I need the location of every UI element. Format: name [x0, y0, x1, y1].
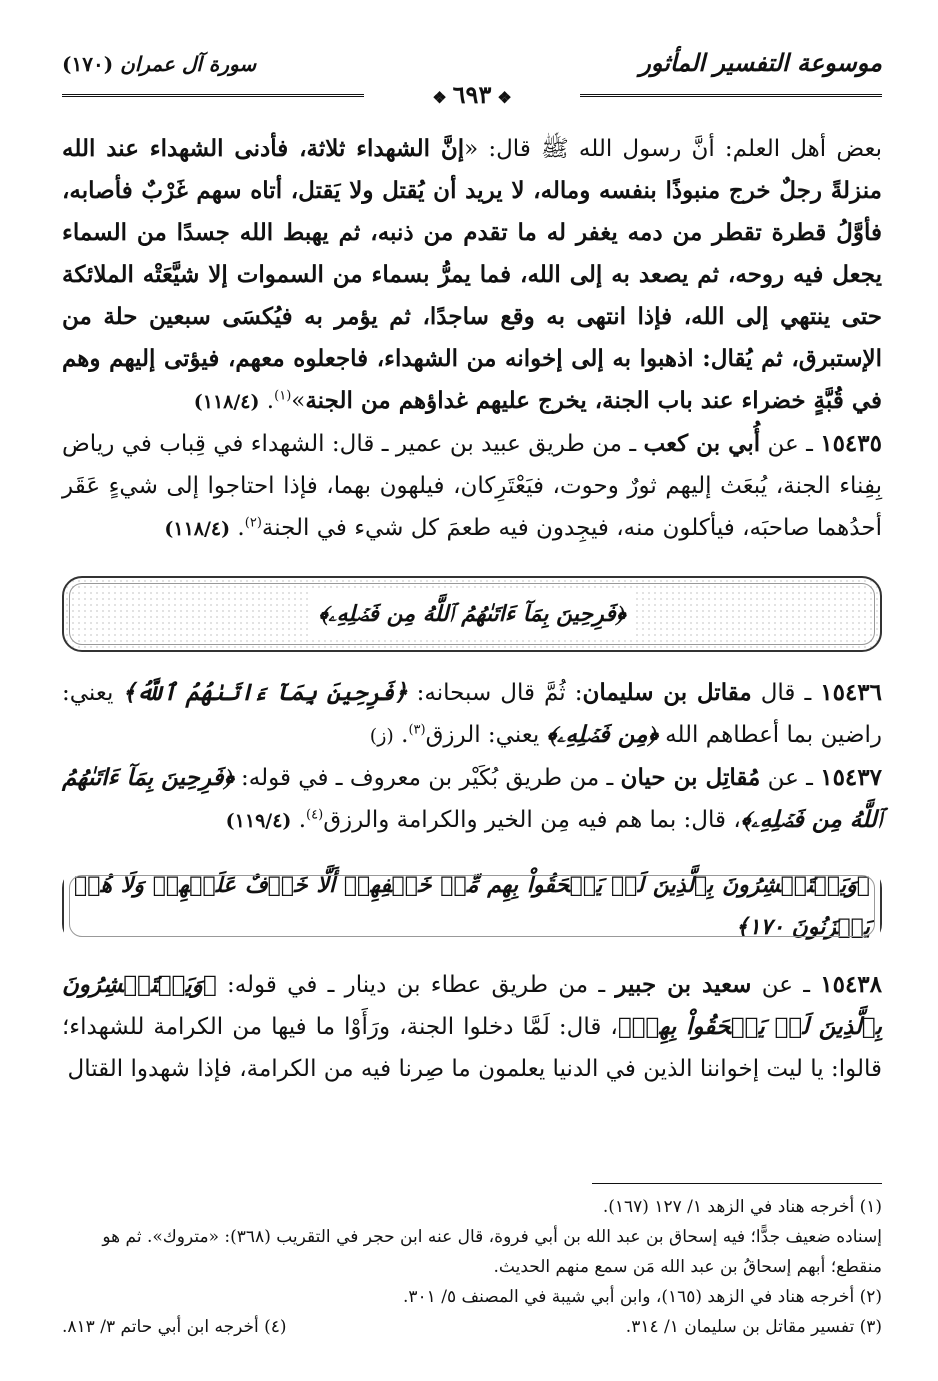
- quran-verse: ﴿وَيَسۡتَبۡشِرُونَ بِٱلَّذِينَ لَمۡ يَلۡحَقُواْ بِهِم مِّنۡ خَلۡفِهِمۡ أَلَّا خَوۡفٌ عَلَيۡهِمۡ وَلَا هُمۡ يَحۡزَنُونَ ١٧٠﴾: [64, 862, 880, 950]
- page-number: ٦٩٣: [452, 80, 492, 109]
- narrator-name: أُبي بن كعب: [643, 430, 761, 457]
- source-reference: (١١٩/٤): [225, 810, 292, 832]
- text-run: ـ من طريق عبيد بن عمير ـ قال: الشهداء في قِباب في رياض بِفِناء الجنة، يُبعَث إليهم ثورٌ وحوت، فيَعْتَرِكان، فيلهون بهما، فإذا احتاجوا إلى شيءٍ عَقَر أحدُهما صاحبَه، فيأكلون منه، فيجِدون فيه طعمَ كل شيء في الجنة: [62, 431, 882, 541]
- narration-15436: ١٥٤٣٦ ـ قال مقاتل بن سليمان: ثُمَّ قال سبحانه: ﴿فَرِحِينَ بِمَآ ءَاتَىٰهُمُ ٱللَّهُ﴾ يعني: راضين بما أعطاهم الله ﴿مِن فَضۡلِهِۦ﴾ يعني: الرزق$^{(٣)}$. (ز): [62, 679, 883, 748]
- footnote-marker: (١): [274, 388, 292, 404]
- narrator-name: مُقاتِل بن حيان: [620, 764, 761, 791]
- quran-quote: ﴿مِن فَضۡلِهِۦ﴾: [546, 721, 658, 748]
- footnote-marker: (٤): [306, 807, 324, 823]
- text-run: ـ من طريق عطاء بن دينار ـ في قوله:: [216, 972, 616, 998]
- footnote-separator: [592, 1183, 882, 1184]
- footnote-3: (٣) تفسير مقاتل بن سليمان ١/ ٣١٤.: [625, 1317, 882, 1337]
- quran-quote: ﴿فَرِحِينَ بِمَآ ءَاتَىٰهُمُ ٱللَّهُ مِن فَضۡلِهِۦ﴾: [62, 764, 882, 833]
- text-run: ، قال: بما هم فيه مِن الخير والكرامة والرزق: [323, 807, 741, 833]
- footnote-marker: (٢): [244, 515, 262, 531]
- text-run: ـ من طريق بُكَيْر بن معروف ـ في قوله:: [233, 765, 621, 791]
- sura-title: [62, 52, 256, 76]
- text-run: يعني: راضين بما أعطاهم الله: [62, 680, 882, 748]
- verse-frame: [62, 576, 882, 652]
- quran-quote: ﴿وَيَسۡتَبۡشِرُونَ بِٱلَّذِينَ لَمۡ يَلۡحَقُواْ بِهِمۡ﴾: [62, 971, 883, 1040]
- source-reference: (١١٨/٤): [164, 518, 231, 540]
- footnote-2: (٢) أخرجه هناد في الزهد (١٦٥)، وابن أبي شيبة في المصنف ٥/ ٣٠١.: [402, 1287, 882, 1307]
- narration-number: ١٥٤٣٧: [820, 764, 882, 791]
- sura-name: سورة آل عمران: [120, 52, 257, 76]
- footnote-marker: (٣): [408, 722, 426, 738]
- footnote-1-comment: إسناده ضعيف جدًّا؛ فيه إسحاق بن عبد الله بن أبي فروة، قال عنه ابن حجر في التقريب (٣٦٨): «متروك». ثم هو منقطع؛ أبهم إسحاقُ بن عبد الله مَن سمع منهم الحديث.: [102, 1227, 882, 1277]
- verse-frame: [62, 868, 882, 944]
- footnote-1: (١) أخرجه هناد في الزهد ١/ ١٢٧ (١٦٧).: [602, 1197, 882, 1217]
- text-run: »: [291, 388, 306, 414]
- source-reference: (ز): [369, 725, 394, 747]
- footnotes: [62, 1192, 882, 1342]
- ornament-icon: ❖: [497, 88, 512, 107]
- main-text: [62, 128, 882, 1090]
- text-run: ـ عن: [760, 431, 821, 457]
- hadith-text: إنَّ الشهداء ثلاثة، فأدنى الشهداء عند الله منزلةً رجلٌ خرج منبوذًا بنفسه وماله، لا يريد أن يُقتل ولا يَقتل، أتاه سهم غَرْبٌ فأصابه، فأوَّلُ قطرة تقطر من دمه يغفر له ما تقدم من ذنبه، ثم يهبط الله جسدًا من السماء يجعل فيه روحه، ثم يصعد به إلى الله، فما يمرُّ بسماء من السموات إلا شيَّعَتْه الملائكة حتى ينتهي إلى الله، فإذا انتهى به وقع ساجدًا، ثم يؤمر به فيُكسَى سبعين حلة من الإستبرق، ثم يُقال: اذهبوا به إلى إخوانه من الشهداء، فاجعلوه معهم، فيؤتى إليهم وهم في قُبَّةٍ خضراء عند باب الجنة، يخرج عليهم غداؤهم من الجنة: [62, 135, 882, 414]
- narration-number: ١٥٤٣٦: [820, 679, 883, 706]
- chapter-number: (١٧٠): [62, 52, 114, 76]
- source-reference: (١١٨/٤): [193, 391, 260, 413]
- narration-15437: ١٥٤٣٧ ـ عن مُقاتِل بن حيان ـ من طريق بُكَيْر بن معروف ـ في قوله: ﴿فَرِحِينَ بِمَآ ءَاتَىٰهُمُ ٱللَّهُ مِن فَضۡلِهِۦ﴾، قال: بما هم فيه مِن الخير والكرامة والرزق$^{(٤)}$. (١١٩/٤): [62, 764, 882, 833]
- narrator-name: سعيد بن جبير: [615, 971, 752, 998]
- book-title: موسوعة التفسير المأثور: [639, 48, 882, 77]
- quran-quote: ﴿فَرِحِينَ بِمَآ ءَاتَىٰهُمُ ٱللَّهُ﴾: [122, 679, 408, 706]
- footnote-4: (٤) أخرجه ابن أبي حاتم ٣/ ٨١٣.: [62, 1317, 287, 1337]
- text-run: بعض أهل العلم: أنَّ رسول الله ﷺ قال: «: [464, 136, 882, 162]
- narrator-name: مقاتل بن سليمان: [582, 679, 752, 706]
- page: [62, 40, 882, 1340]
- ornament-icon: ❖: [432, 88, 447, 107]
- narration-15435: ١٥٤٣٥ ـ عن أُبي بن كعب ـ من طريق عبيد بن عمير ـ قال: الشهداء في قِباب في رياض بِفِناء الجنة، يُبعَث إليهم ثورٌ وحوت، فيَعْتَرِكان، فيلهون بهما، فإذا احتاجوا إلى شيءٍ عَقَر أحدُهما صاحبَه، فيأكلون منه، فيجِدون فيه طعمَ كل شيء في الجنة$^{(٢)}$. (١١٨/٤): [62, 430, 882, 541]
- narration-number: ١٥٤٣٥: [820, 430, 882, 457]
- running-header: [62, 40, 882, 109]
- paragraph-hadith: بعض أهل العلم: أنَّ رسول الله ﷺ قال: «إنَّ الشهداء ثلاثة، فأدنى الشهداء عند الله منزلةً رجلٌ خرج منبوذًا بنفسه وماله، لا يريد أن يُقتل ولا يَقتل، أتاه سهم غَرْبٌ فأصابه، فأوَّلُ قطرة تقطر من دمه يغفر له ما تقدم من ذنبه، ثم يهبط الله جسدًا من السماء يجعل فيه روحه، ثم يصعد به إلى الله، فما يمرُّ بسماء من السموات إلا شيَّعَتْه الملائكة حتى ينتهي إلى الله، فإذا انتهى به وقع ساجدًا، ثم يؤمر به فيُكسَى سبعين حلة من الإستبرق، ثم يُقال: اذهبوا به إلى إخوانه من الشهداء، فاجعلوه معهم، فيؤتى إليهم وهم في قُبَّةٍ خضراء عند باب الجنة، يخرج عليهم غداؤهم من الجنة»$^{(١)}$. (١١٨/٤): [62, 135, 882, 414]
- text-run: ـ قال: [751, 680, 821, 706]
- narration-number: ١٥٤٣٨: [820, 971, 883, 998]
- narration-15438: [62, 964, 882, 1090]
- quran-verse: ﴿فَرِحِينَ بِمَآ ءَاتَىٰهُمُ ٱللَّهُ مِن فَضۡلِهِۦ﴾: [309, 591, 636, 637]
- text-run: ، قال: لَمَّا دخلوا الجنة، ورَأَوْا ما فيها من الكرامة للشهداء؛ قالوا: يا ليت إخواننا الذين في الدنيا يعلمون ما صِرنا فيه من الكرامة، فإذا شهدوا القتال: [62, 1014, 882, 1082]
- text-run: ـ عن: [760, 765, 821, 791]
- text-run: ـ عن: [751, 972, 821, 998]
- text-run: : ثُمَّ قال سبحانه:: [407, 680, 583, 706]
- text-run: يعني: الرزق: [425, 722, 547, 748]
